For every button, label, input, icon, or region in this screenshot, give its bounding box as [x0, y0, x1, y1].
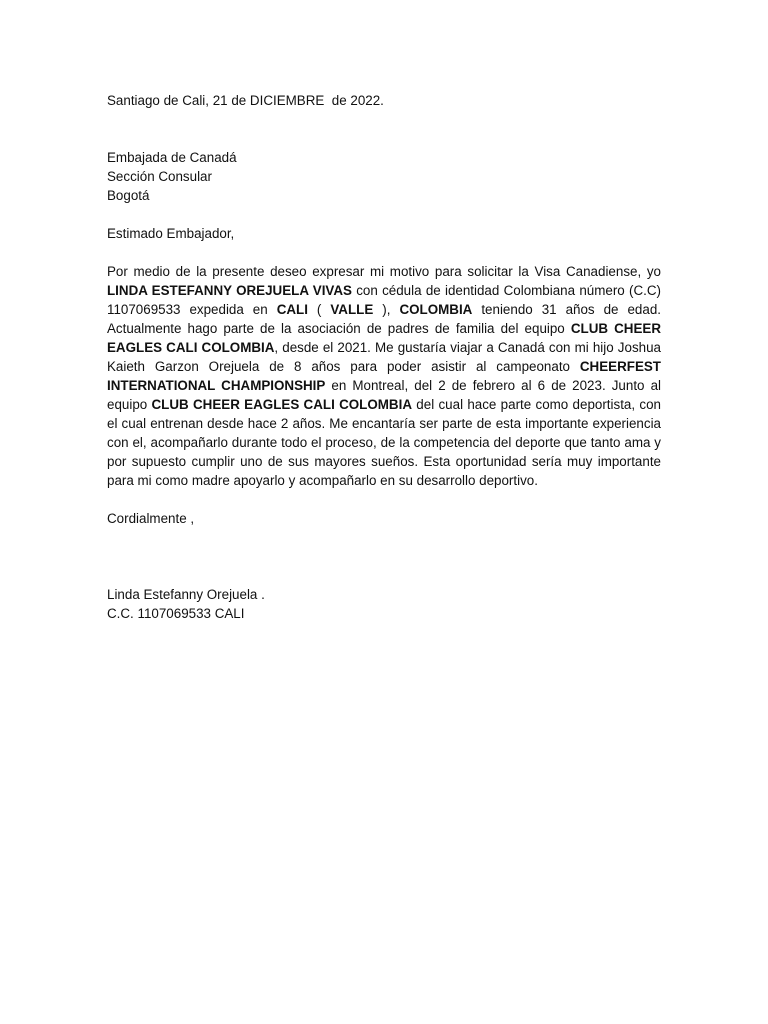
body-text: en Montreal, del 2 de febrero al 6 de 2023. Junto al equipo [107, 378, 661, 412]
body-text-bold: VALLE [330, 302, 374, 317]
body-text-bold: CHEERFEST INTERNATIONAL CHAMPIONSHIP [107, 359, 661, 393]
closing: Cordialmente , [107, 511, 195, 526]
body-paragraph [107, 262, 661, 490]
signature-id: C.C. 1107069533 CALI [107, 606, 245, 621]
addressee-block [107, 148, 661, 205]
addressee-line: Bogotá [107, 188, 150, 203]
body-text: , desde el 2021. Me gustaría viajar a Canadá con mi hijo Joshua Kaieth Garzon Orejuela de 8 años para poder asistir al campeonato [107, 340, 661, 374]
body-text-bold: LINDA ESTEFANNY OREJUELA VIVAS [107, 283, 352, 298]
letter-content [107, 91, 661, 623]
body-text: ( [307, 302, 331, 317]
body-text: del cual hace parte como deportista, con el cual entrenan desde hace 2 años. Me encantaría ser parte de esta importante experiencia con el, acompañarlo durante todo el proceso, de la competencia del deporte que tanto ama y por supuesto cumplir uno de sus mayores sueños. Esta oportunidad sería muy importante para mi como madre apoyarlo y acompañarlo en su desarrollo deportivo. [107, 397, 661, 488]
greeting: Estimado Embajador, [107, 226, 235, 241]
signature-name: Linda Estefanny Orejuela . [107, 587, 265, 602]
body-text-bold: COLOMBIA [399, 302, 473, 317]
body-text-bold: CALI [276, 302, 308, 317]
body-text-bold: CLUB CHEER EAGLES CALI COLOMBIA [107, 321, 661, 355]
body-text-bold: CLUB CHEER EAGLES CALI COLOMBIA [151, 397, 412, 412]
body-text: ), [373, 302, 400, 317]
body-text: con cédula de identidad Colombiana número (C.C) 1107069533 expedida en [107, 283, 661, 317]
body-text: Por medio de la presente deseo expresar mi motivo para solicitar la Visa Canadiense, yo [107, 264, 661, 279]
date-line: Santiago de Cali, 21 de DICIEMBRE de 2022. [107, 93, 384, 108]
body-text: teniendo 31 años de edad. Actualmente hago parte de la asociación de padres de familia del equipo [107, 302, 661, 336]
addressee-line: Sección Consular [107, 169, 212, 184]
addressee-line: Embajada de Canadá [107, 150, 237, 165]
signature-block [107, 585, 661, 623]
